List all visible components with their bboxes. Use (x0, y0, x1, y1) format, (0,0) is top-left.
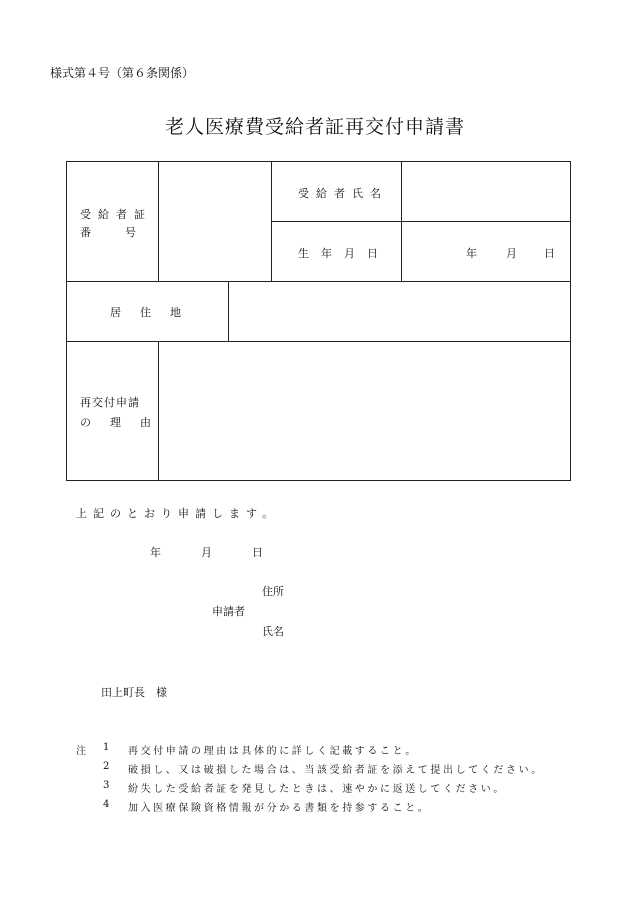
note-text: 加入医療保険資格情報が分かる書類を持参すること。 (128, 803, 431, 814)
addressee: 田上町長 様 (101, 686, 167, 699)
statement: 上記のとおり申請します。 (76, 507, 280, 520)
table-line-label-col (271, 161, 272, 281)
table-border-bottom (66, 480, 571, 481)
notes-prefix: 注 (76, 746, 89, 757)
page-title: 老人医療費受給者証再交付申請書 (164, 116, 465, 138)
note-number: 4 (103, 799, 112, 810)
applicant-label: 申請者 (212, 605, 245, 618)
recipient-name-label: 受給者氏名 (298, 187, 388, 200)
applicant-address-label: 住所 (262, 585, 284, 598)
note-number: 1 (103, 742, 112, 753)
note-text: 破損し、又は破損した場合は、当該受給者証を添えて提出してください。 (128, 765, 544, 776)
birth-month-label: 月 (506, 247, 517, 260)
date-year-label: 年 (150, 546, 161, 559)
table-border-right (570, 161, 571, 481)
recipient-name-value[interactable] (402, 162, 569, 220)
date-month-label: 月 (201, 546, 212, 559)
note-number: 3 (103, 780, 112, 791)
reason-value[interactable] (159, 342, 569, 479)
cert-number-label-line2: 番 号 (80, 226, 140, 239)
cert-number-label-line1: 受給者証 (80, 208, 152, 221)
reason-label-line2: の 理 由 (80, 416, 155, 429)
table-line-name-birth (271, 221, 571, 222)
birth-date-label: 生年月日 (298, 247, 390, 260)
address-value[interactable] (229, 282, 569, 340)
applicant-name-label: 氏名 (262, 625, 284, 638)
table-border-left (66, 161, 67, 481)
cert-number-value[interactable] (159, 162, 270, 280)
date-day-label: 日 (252, 546, 263, 559)
reason-label-line1: 再交付申請 (80, 396, 140, 409)
note-text: 紛失した受給者証を発見したときは、速やかに返送してください。 (128, 784, 506, 795)
birth-year-label: 年 (466, 247, 477, 260)
note-number: 2 (103, 761, 112, 772)
form-number: 様式第４号（第６条関係） (50, 66, 195, 80)
note-text: 再交付申請の理由は具体的に詳しく記載すること。 (128, 746, 418, 757)
address-label: 居 住 地 (110, 306, 185, 319)
birth-day-label: 日 (544, 247, 555, 260)
